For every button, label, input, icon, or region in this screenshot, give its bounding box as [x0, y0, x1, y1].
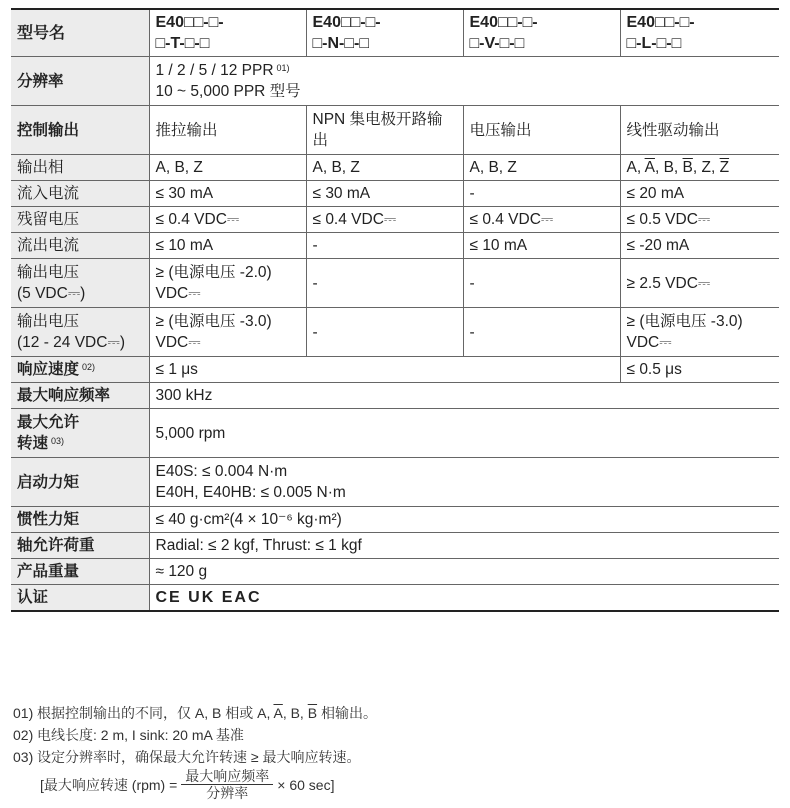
- model-n: E40□□-□- □-N-□-□: [306, 9, 463, 57]
- output-voltage-12-v: -: [463, 308, 620, 357]
- row-sink-current: [11, 181, 779, 207]
- row-output-phase: [11, 155, 779, 181]
- row-shaft-load: [11, 533, 779, 559]
- shaft-load-value: Radial: ≤ 2 kgf, Thrust: ≤ 1 kgf: [149, 533, 779, 559]
- speed-formula: [最大响应转速 (rpm) = $\frac{\text{最大响应频率}}{\text{分辨率}}$ × 60 sec]: [40, 768, 335, 801]
- output-phase-label: 输出相: [11, 155, 149, 181]
- model-l: E40□□-□- □-L-□-□: [620, 9, 779, 57]
- model-t: E40□□-□- □-T-□-□: [149, 9, 306, 57]
- footnotes: [13, 702, 377, 768]
- formula-fraction: $\frac{\text{最大响应频率}}{\text{分辨率}}$: [181, 768, 273, 801]
- output-phase-l: A, $\overline{A}$, B, $\overline{B}$, Z, $\overline{Z}$: [620, 155, 779, 181]
- output-voltage-12-t: ≥ (电源电压 -3.0) VDC⎓: [149, 308, 306, 357]
- source-current-n: -: [306, 233, 463, 259]
- row-resolution: [11, 57, 779, 106]
- source-current-label: 流出电流: [11, 233, 149, 259]
- residual-voltage-label: 残留电压: [11, 207, 149, 233]
- output-voltage-5-n: -: [306, 259, 463, 308]
- weight-label: 产品重量: [11, 559, 149, 585]
- source-current-v: ≤ 10 mA: [463, 233, 620, 259]
- max-allowed-speed-value: 5,000 rpm: [149, 409, 779, 458]
- residual-voltage-v: ≤ 0.4 VDC⎓: [463, 207, 620, 233]
- max-response-freq-label: 最大响应频率: [11, 383, 149, 409]
- footnote-03: 03) 设定分辨率时，确保最大允许转速 ≥ 最大响应转速。: [13, 749, 361, 765]
- row-max-allowed-speed: [11, 409, 779, 458]
- row-certification: [11, 585, 779, 612]
- output-voltage-12-label: 输出电压 (12 - 24 VDC⎓): [11, 308, 149, 357]
- output-phase-t: A, B, Z: [149, 155, 306, 181]
- row-source-current: [11, 233, 779, 259]
- row-control-output: [11, 106, 779, 155]
- shaft-load-label: 轴允许荷重: [11, 533, 149, 559]
- starting-torque-label: 启动力矩: [11, 458, 149, 507]
- row-inertia: [11, 507, 779, 533]
- response-speed-l: ≤ 0.5 μs: [620, 357, 779, 383]
- resolution-label: 分辨率: [11, 57, 149, 106]
- max-allowed-speed-label: 最大允许 转速 $^{03)}$: [11, 409, 149, 458]
- sink-current-t: ≤ 30 mA: [149, 181, 306, 207]
- row-model: [11, 9, 779, 57]
- row-weight: [11, 559, 779, 585]
- output-phase-v: A, B, Z: [463, 155, 620, 181]
- residual-voltage-n: ≤ 0.4 VDC⎓: [306, 207, 463, 233]
- response-speed-value: ≤ 1 μs: [149, 357, 620, 383]
- certification-label: 认证: [11, 585, 149, 612]
- weight-value: ≈ 120 g: [149, 559, 779, 585]
- max-response-freq-value: 300 kHz: [149, 383, 779, 409]
- footnote-02: 02) 电线长度: 2 m, I sink: 20 mA 基准: [13, 727, 244, 743]
- starting-torque-value: E40S: ≤ 0.004 N·m E40H, E40HB: ≤ 0.005 N·m: [149, 458, 779, 507]
- row-residual-voltage: [11, 207, 779, 233]
- row-output-voltage-5: [11, 259, 779, 308]
- source-current-t: ≤ 10 mA: [149, 233, 306, 259]
- sink-current-n: ≤ 30 mA: [306, 181, 463, 207]
- model-v: E40□□-□- □-V-□-□: [463, 9, 620, 57]
- inertia-value: ≤ 40 g·cm²(4 × 10⁻⁶ kg·m²): [149, 507, 779, 533]
- inertia-label: 惯性力矩: [11, 507, 149, 533]
- row-max-response-freq: [11, 383, 779, 409]
- resolution-value: 1 / 2 / 5 / 12 PPR $^{01)}$ 10 ~ 5,000 PPR 型号: [149, 57, 779, 106]
- sink-current-v: -: [463, 181, 620, 207]
- residual-voltage-l: ≤ 0.5 VDC⎓: [620, 207, 779, 233]
- output-voltage-12-n: -: [306, 308, 463, 357]
- footnote-01: 01) 根据控制输出的不同，仅 A, B 相或 A, $\overline{A}$, B, $\overline{B}$ 相输出。: [13, 705, 377, 721]
- model-label: 型号名: [11, 9, 149, 57]
- control-output-l: 线性驱动输出: [620, 106, 779, 155]
- output-voltage-5-t: ≥ (电源电压 -2.0) VDC⎓: [149, 259, 306, 308]
- certification-marks: [149, 585, 779, 612]
- source-current-l: ≤ -20 mA: [620, 233, 779, 259]
- output-voltage-12-l: ≥ (电源电压 -3.0) VDC⎓: [620, 308, 779, 357]
- output-phase-n: A, B, Z: [306, 155, 463, 181]
- row-response-speed: [11, 357, 779, 383]
- control-output-n: NPN 集电极开路输出: [306, 106, 463, 155]
- response-speed-label: 响应速度 $^{02)}$: [11, 357, 149, 383]
- sink-current-label: 流入电流: [11, 181, 149, 207]
- certification-icons: CE UK EAC: [155, 589, 262, 606]
- output-voltage-5-v: -: [463, 259, 620, 308]
- residual-voltage-t: ≤ 0.4 VDC⎓: [149, 207, 306, 233]
- row-starting-torque: [11, 458, 779, 507]
- output-voltage-5-l: ≥ 2.5 VDC⎓: [620, 259, 779, 308]
- control-output-v: 电压输出: [463, 106, 620, 155]
- sink-current-l: ≤ 20 mA: [620, 181, 779, 207]
- row-output-voltage-12: [11, 308, 779, 357]
- output-voltage-5-label: 输出电压 (5 VDC⎓): [11, 259, 149, 308]
- control-output-t: 推拉输出: [149, 106, 306, 155]
- spec-table: [11, 8, 779, 612]
- control-output-label: 控制输出: [11, 106, 149, 155]
